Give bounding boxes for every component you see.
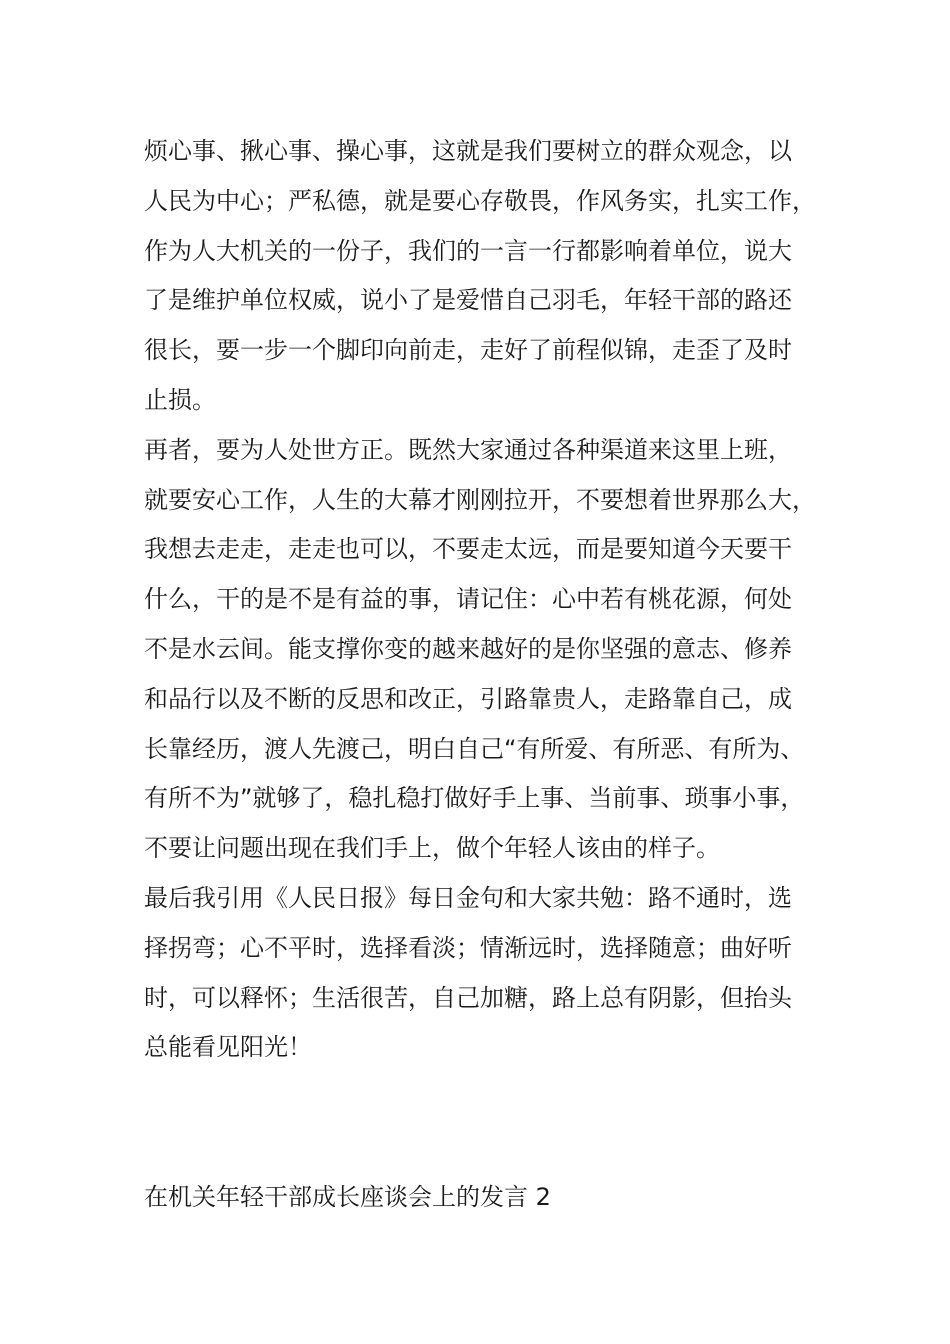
body-text — [144, 127, 834, 1073]
text-line: 我想去走走，走走也可以，不要走太远，而是要知道今天要干 — [144, 535, 792, 564]
text-line: 择拐弯；心不平时，选择看淡；情渐远时，选择随意；曲好听 — [144, 933, 792, 962]
text-line: 什么，干的是不是有益的事，请记住：心中若有桃花源，何处 — [144, 585, 792, 614]
text-line: 了是维护单位权威，说小了是爱惜自己羽毛，年轻干部的路还 — [144, 286, 792, 315]
text-line: 有所不为”就够了，稳扎稳打做好手上事、当前事、琐事小事， — [144, 784, 805, 813]
text-line: 作为人大机关的一份子，我们的一言一行都影响着单位，说大 — [144, 236, 792, 265]
section-title: 在机关年轻干部成长座谈会上的发言 2 — [144, 1183, 551, 1211]
text-line: 长靠经历，渡人先渡己，明白自己“有所爱、有所恶、有所为、 — [144, 734, 805, 763]
text-line: 不要让问题出现在我们手上，做个年轻人该由的样子。 — [144, 834, 720, 863]
text-line: 时，可以释怀；生活很苦，自己加糖，路上总有阴影，但抬头 — [144, 983, 792, 1012]
text-line: 烦心事、揪心事、操心事，这就是我们要树立的群众观念，以 — [144, 137, 792, 165]
text-line: 很长，要一步一个脚印向前走，走好了前程似锦，走歪了及时 — [144, 336, 792, 365]
text-line: 止损。 — [144, 385, 216, 414]
text-line: 和品行以及不断的反思和改正，引路靠贵人，走路靠自己，成 — [144, 684, 792, 713]
text-line: 就要安心工作，人生的大幕才刚刚拉开，不要想着世界那么大， — [144, 485, 816, 514]
text-line: 总能看见阳光！ — [144, 1033, 312, 1062]
text-line: 不是水云间。能支撑你变的越来越好的是你坚强的意志、修养 — [144, 634, 792, 663]
text-line: 再者，要为人处世方正。既然大家通过各种渠道来这里上班， — [144, 435, 792, 464]
text-line: 最后我引用《人民日报》每日金句和大家共勉：路不通时，选 — [144, 883, 792, 912]
text-line: 人民为中心；严私德，就是要心存敬畏，作风务实，扎实工作， — [144, 186, 816, 215]
